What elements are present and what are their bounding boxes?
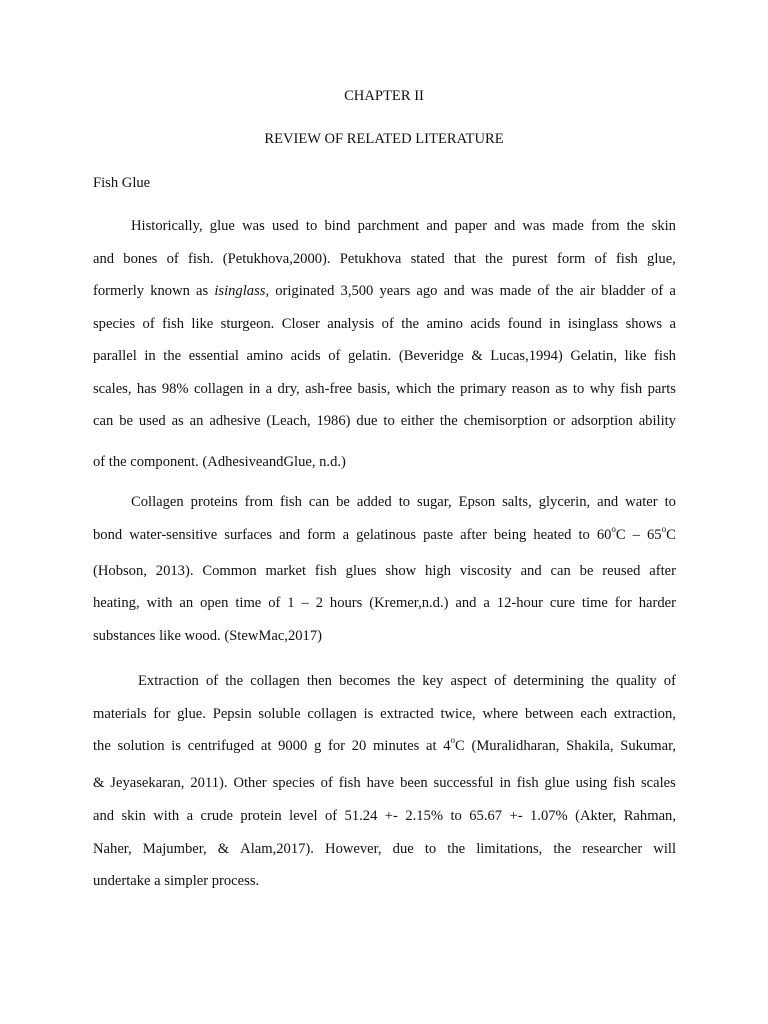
word: 2011). (190, 775, 228, 791)
word: parchment (357, 218, 420, 234)
word: & (471, 348, 483, 364)
paragraph-line (93, 249, 676, 269)
word: and (455, 595, 477, 611)
word: in (499, 775, 511, 791)
word: Rahman, (623, 808, 676, 824)
word: fish (654, 348, 676, 364)
word: 1986) (316, 413, 351, 429)
word: each (580, 706, 608, 722)
word: with (146, 595, 173, 611)
word: to (450, 808, 462, 824)
word: of (663, 673, 676, 689)
word: gelatinous (356, 527, 417, 543)
word: 20 (351, 738, 367, 754)
word: in (549, 316, 561, 332)
word: skin (121, 808, 146, 824)
word: is (363, 706, 374, 722)
word: reused (602, 563, 641, 579)
word: was (242, 218, 265, 234)
word: added (356, 494, 392, 510)
word: reason (511, 381, 550, 397)
word: the (626, 218, 645, 234)
word: as (196, 283, 209, 299)
word: of (381, 316, 394, 332)
word: fish (613, 775, 636, 791)
word: the (439, 413, 458, 429)
word: of (166, 251, 179, 267)
word: to (578, 527, 590, 543)
word: at (260, 738, 272, 754)
paragraph-line (93, 773, 676, 793)
word: time (235, 595, 262, 611)
word: cure (549, 595, 576, 611)
word: of (537, 283, 550, 299)
word: used (271, 218, 299, 234)
word: 2.15% (405, 808, 444, 824)
word: (Beveridge (398, 348, 464, 364)
word: and (520, 563, 542, 579)
word: sturgeon. (220, 316, 275, 332)
paragraph-line (93, 839, 676, 859)
word: materials (93, 706, 147, 722)
word: Extraction (138, 673, 199, 689)
paragraph-line: undertake a simpler process. (93, 873, 260, 889)
word: salts, (502, 494, 532, 510)
word: protein (240, 808, 282, 824)
word: the (447, 841, 466, 857)
word: high (425, 563, 451, 579)
word: show (385, 563, 417, 579)
word: aspect (450, 673, 487, 689)
paragraph-line (93, 593, 676, 613)
word: with (153, 808, 180, 824)
word: to (424, 841, 437, 857)
word: the (436, 381, 455, 397)
word: 51.24 (344, 808, 378, 824)
word: adsorption (571, 413, 633, 429)
word: – (632, 527, 640, 543)
word: market (265, 563, 307, 579)
paragraph-line (93, 806, 676, 826)
word: researcher (582, 841, 643, 857)
word: glue. (177, 706, 206, 722)
word: the (163, 348, 182, 364)
word: Pepsin (212, 706, 252, 722)
word: Lucas,1994) (490, 348, 563, 364)
word: water-sensitive (129, 527, 218, 543)
word: of (324, 808, 338, 824)
paragraph-line (93, 281, 676, 301)
word: +- (384, 808, 398, 824)
word: sugar, (417, 494, 452, 510)
word: bond (93, 527, 123, 543)
word: of (268, 595, 281, 611)
word: open (200, 595, 229, 611)
word: fish (162, 316, 184, 332)
word: bones (123, 251, 158, 267)
word: the (93, 738, 111, 754)
word: twice, (440, 706, 476, 722)
paragraph-line (93, 314, 676, 334)
word: 4$^o$C (443, 735, 465, 754)
paragraph-line (93, 736, 676, 756)
word: 12-hour (496, 595, 543, 611)
word: fish (620, 381, 643, 397)
word: for (614, 595, 632, 611)
word: from (244, 494, 274, 510)
word: skin (651, 218, 676, 234)
word: the (591, 673, 609, 689)
word: after (460, 527, 487, 543)
word: However, (325, 841, 382, 857)
word: minutes (373, 738, 420, 754)
word: quality (616, 673, 657, 689)
word: form (307, 527, 336, 543)
word: acids (470, 316, 501, 332)
word: glues (345, 563, 377, 579)
word: for (328, 738, 346, 754)
word: (Akter, (575, 808, 617, 824)
word: 65$^o$C (646, 524, 676, 543)
paragraph-line (131, 216, 676, 236)
word: Sukumar, (620, 738, 676, 754)
word: the (485, 251, 503, 267)
word: a (265, 381, 273, 397)
word: Jeyasekaran, (110, 775, 185, 791)
word: be (336, 494, 350, 510)
word: after (649, 563, 676, 579)
word: where (482, 706, 519, 722)
word: the (397, 673, 416, 689)
word: will (653, 841, 676, 857)
word: ago (416, 283, 438, 299)
word: isinglass (567, 316, 619, 332)
word: at (425, 738, 437, 754)
word: glue, (647, 251, 676, 267)
word: key (422, 673, 444, 689)
word: g (314, 738, 322, 754)
word: that (453, 251, 476, 267)
word: the (555, 283, 574, 299)
word: to (383, 413, 395, 429)
word: then (306, 673, 332, 689)
word: scales (640, 775, 676, 791)
word: Other (233, 775, 267, 791)
word: to (664, 494, 676, 510)
word: was (522, 218, 546, 234)
word: limitations, (476, 841, 543, 857)
word: can (93, 413, 114, 429)
word: and (597, 494, 619, 510)
word: 2 (315, 595, 323, 611)
word: fish (615, 251, 638, 267)
word: used (138, 413, 166, 429)
word: primary (460, 381, 507, 397)
word: being (493, 527, 527, 543)
word: and (93, 251, 115, 267)
word: formerly (93, 283, 145, 299)
chapter-title: REVIEW OF RELATED LITERATURE (264, 131, 504, 147)
word: amino (246, 348, 284, 364)
word: Closer (281, 316, 320, 332)
word: fish (280, 494, 302, 510)
word: (Kremer,n.d.) (369, 595, 449, 611)
chapter-number: CHAPTER II (344, 88, 424, 104)
word: (Hobson, (93, 563, 147, 579)
word: Shakila, (566, 738, 614, 754)
word: fish (314, 563, 337, 579)
word: gelatin. (347, 348, 392, 364)
word: a (186, 808, 194, 824)
word: as (171, 413, 184, 429)
word: like (191, 316, 214, 332)
word: of (320, 775, 333, 791)
word: soluble (258, 706, 301, 722)
word: species (272, 775, 315, 791)
paragraph-line (93, 411, 676, 431)
paragraph-line (93, 561, 676, 581)
word: analysis (327, 316, 375, 332)
word: a (669, 283, 676, 299)
section-heading: Fish Glue (93, 175, 151, 191)
word: bladder (601, 283, 645, 299)
word: air (579, 283, 596, 299)
word: Naher, (93, 841, 132, 857)
word: as (555, 381, 568, 397)
word: found (507, 316, 542, 332)
word: due (392, 841, 414, 857)
word: harder (638, 595, 676, 611)
word: Common (202, 563, 257, 579)
word: species (93, 316, 136, 332)
word: 1.07% (530, 808, 568, 824)
word: crude (200, 808, 233, 824)
paragraph-line (93, 525, 676, 545)
word: why (589, 381, 615, 397)
word: 98% (161, 381, 189, 397)
word: to (305, 218, 318, 234)
word: using (575, 775, 608, 791)
word: & (217, 841, 230, 857)
word: of (494, 673, 507, 689)
word: collagen (307, 706, 357, 722)
word: from (591, 218, 620, 234)
word: form (556, 251, 586, 267)
word: +- (509, 808, 523, 824)
word: either (400, 413, 434, 429)
word: of (205, 673, 219, 689)
paragraph-line: substances like wood. (StewMac,2017) (93, 628, 322, 644)
word: the (553, 841, 572, 857)
word: fish (338, 775, 361, 791)
word: heating, (93, 595, 140, 611)
word: between (524, 706, 574, 722)
word: for (153, 706, 171, 722)
word: collagen (250, 673, 300, 689)
word: Majumber, (142, 841, 207, 857)
word: isinglass, (214, 283, 270, 299)
word: Historically, (131, 218, 203, 234)
word: (Muralidharan, (471, 738, 560, 754)
word: a (342, 527, 350, 543)
word: 2013). (155, 563, 194, 579)
word: the (225, 673, 244, 689)
word: Epson (458, 494, 496, 510)
word: water (625, 494, 658, 510)
word: of (142, 316, 155, 332)
word: shows (625, 316, 663, 332)
word: 1 (287, 595, 295, 611)
word: an (179, 595, 194, 611)
word: ability (638, 413, 676, 429)
word: collagen (194, 381, 244, 397)
word: glue (209, 218, 235, 234)
word: essential (188, 348, 239, 364)
word: time (581, 595, 608, 611)
word: parts (647, 381, 676, 397)
word: parallel (93, 348, 137, 364)
word: (Petukhova,2000). (222, 251, 331, 267)
word: extracted (380, 706, 434, 722)
word: Collagen (131, 494, 184, 510)
word: adhesive (209, 413, 261, 429)
word: glue (544, 775, 570, 791)
word: to (572, 381, 585, 397)
word: dry, (277, 381, 300, 397)
word: paste (423, 527, 454, 543)
word: solution (117, 738, 165, 754)
word: a (483, 595, 490, 611)
word: Petukhova (339, 251, 402, 267)
paragraph-line (131, 492, 676, 512)
word: been (400, 775, 428, 791)
word: and (494, 218, 516, 234)
word: can (308, 494, 330, 510)
word: (Leach, (266, 413, 311, 429)
word: be (579, 563, 594, 579)
word: and (279, 527, 301, 543)
word: purest (512, 251, 548, 267)
word: determining (513, 673, 584, 689)
word: 3,500 (340, 283, 374, 299)
paragraph-line (93, 346, 676, 366)
word: and (93, 808, 115, 824)
word: & (93, 775, 105, 791)
word: originated (275, 283, 335, 299)
word: centrifuged (187, 738, 255, 754)
word: known (150, 283, 190, 299)
word: surfaces (224, 527, 273, 543)
word: Alam,2017). (240, 841, 314, 857)
word: extraction, (613, 706, 676, 722)
word: of (651, 283, 664, 299)
word: Gelatin, (570, 348, 617, 364)
word: and (443, 283, 465, 299)
word: of (594, 251, 607, 267)
word: scales, (93, 381, 132, 397)
word: 60$^o$C (596, 524, 626, 543)
word: paper (454, 218, 487, 234)
word: acids (290, 348, 321, 364)
word: is (171, 738, 182, 754)
word: amino (426, 316, 463, 332)
word: years (379, 283, 411, 299)
word: ash-free (305, 381, 353, 397)
word: or (553, 413, 566, 429)
paragraph-line: of the component. (AdhesiveandGlue, n.d.) (93, 454, 346, 470)
word: – (301, 595, 309, 611)
word: proteins (190, 494, 238, 510)
word: of (328, 348, 341, 364)
word: and (426, 218, 448, 234)
word: successful (433, 775, 494, 791)
word: viscosity (459, 563, 512, 579)
word: made (552, 218, 584, 234)
word: hours (329, 595, 363, 611)
paragraph-line (93, 379, 676, 399)
word: fish. (187, 251, 214, 267)
word: can (550, 563, 571, 579)
word: the (401, 316, 420, 332)
paragraph-line (138, 671, 676, 691)
word: chemisorption (463, 413, 548, 429)
word: in (248, 381, 261, 397)
word: basis, (357, 381, 391, 397)
word: be (119, 413, 133, 429)
paragraph-line (93, 704, 676, 724)
word: which (395, 381, 432, 397)
word: level (289, 808, 318, 824)
word: becomes (339, 673, 391, 689)
word: a (669, 316, 676, 332)
word: 9000 (278, 738, 308, 754)
word: stated (410, 251, 445, 267)
word: due (356, 413, 378, 429)
word: was (470, 283, 494, 299)
word: made (499, 283, 532, 299)
word: glycerin, (538, 494, 591, 510)
word: an (189, 413, 204, 429)
word: to (398, 494, 411, 510)
word: fish (516, 775, 539, 791)
word: heated (533, 527, 572, 543)
word: has (136, 381, 157, 397)
word: bind (324, 218, 351, 234)
word: like (624, 348, 647, 364)
word: 65.67 (469, 808, 503, 824)
word: have (366, 775, 395, 791)
word: in (144, 348, 156, 364)
